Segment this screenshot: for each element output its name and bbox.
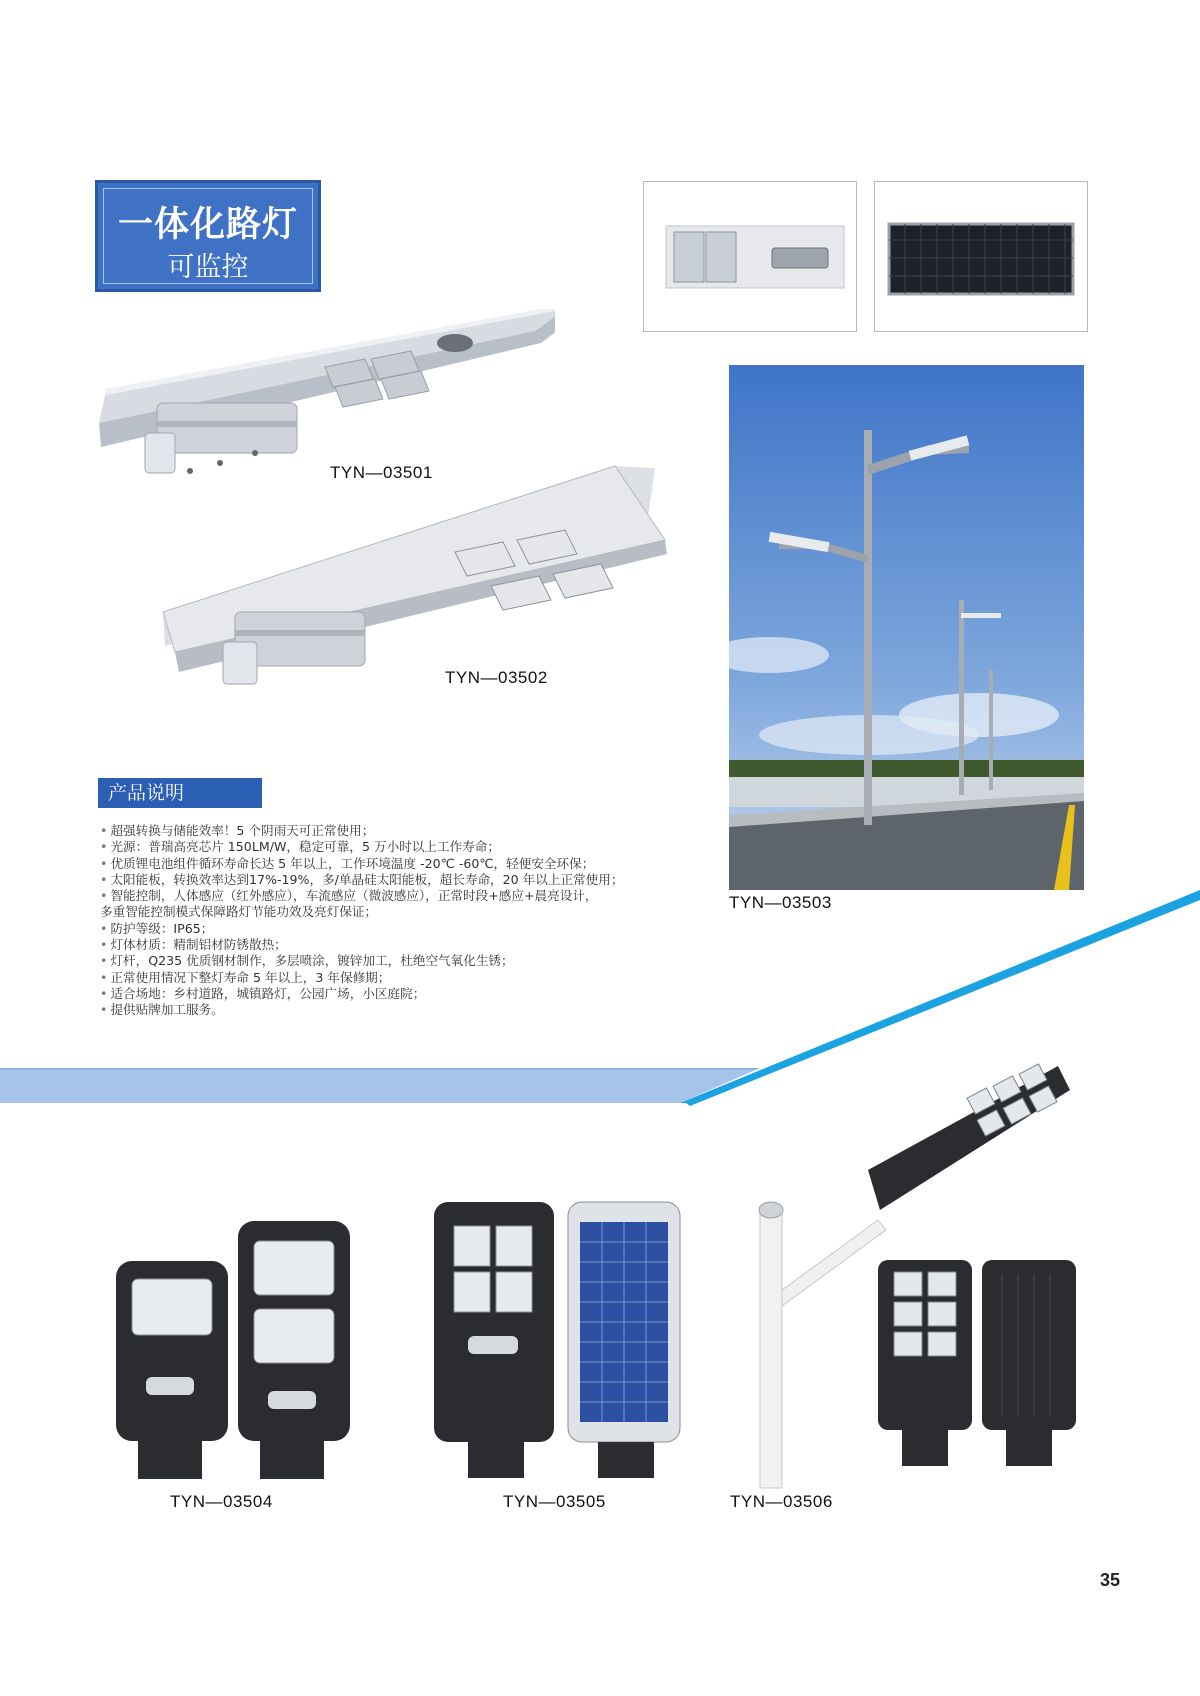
thumbnail-solar-panel: [874, 181, 1088, 332]
thumbnail-lamp-underside: [643, 181, 857, 332]
description-item: • 防护等级：IP65；: [100, 920, 214, 936]
description-item: • 提供贴牌加工服务。: [100, 1002, 224, 1018]
title-box: [95, 180, 321, 292]
description-item: • 超强转换与储能效率！5 个阴雨天可正常使用；: [100, 823, 375, 838]
description-item: • 优质锂电池组件循环寿命长达 5 年以上，工作环境温度 -20℃ -60℃，轻便安全环保；: [100, 855, 595, 871]
model-label-03506: TYN—03506: [730, 1492, 833, 1511]
page-title: 一体化路灯: [117, 205, 298, 245]
description-item: • 适合场地：乡村道路，城镇路灯，公园广场，小区庭院；: [100, 985, 426, 1001]
product-image-03505: [428, 1196, 688, 1486]
description-item: • 光源：普瑞高亮芯片 150LM/W，稳定可靠，5 万小时以上工作寿命；: [100, 839, 500, 855]
description-item: • 太阳能板，转换效率达到17%-19%，多/单晶硅太阳能板，超长寿命，20 年以上正常使用；: [100, 871, 624, 887]
description-item-continued: 多重智能控制模式保障路灯节能功效及亮灯保证；: [100, 904, 378, 920]
model-label-03502: TYN—03502: [445, 668, 548, 687]
page-subtitle: 可监控: [167, 252, 249, 283]
street-pole-photo: [729, 365, 1084, 890]
product-image-03502: [155, 462, 703, 697]
description-item: • 灯体材质：精制铝材防锈散热；: [100, 937, 287, 953]
description-item: • 灯杆，Q235 优质钢材制作，多层喷涂，镀锌加工，杜绝空气氧化生锈；: [100, 953, 514, 969]
model-label-03501: TYN—03501: [330, 463, 433, 482]
description-heading: 产品说明: [98, 778, 262, 808]
model-label-03503: TYN—03503: [729, 893, 832, 912]
product-image-03504: [110, 1215, 360, 1485]
page-number: 35: [1099, 1570, 1120, 1590]
description-item: • 正常使用情况下整灯寿命 5 年以上，3 年保修期；: [100, 969, 391, 985]
product-image-03506: [748, 1060, 1078, 1490]
model-label-03505: TYN—03505: [503, 1492, 606, 1511]
description-item: • 智能控制，人体感应（红外感应），车流感应（微波感应），正常时段+感应+晨亮设计，: [100, 888, 598, 904]
model-label-03504: TYN—03504: [170, 1492, 273, 1511]
